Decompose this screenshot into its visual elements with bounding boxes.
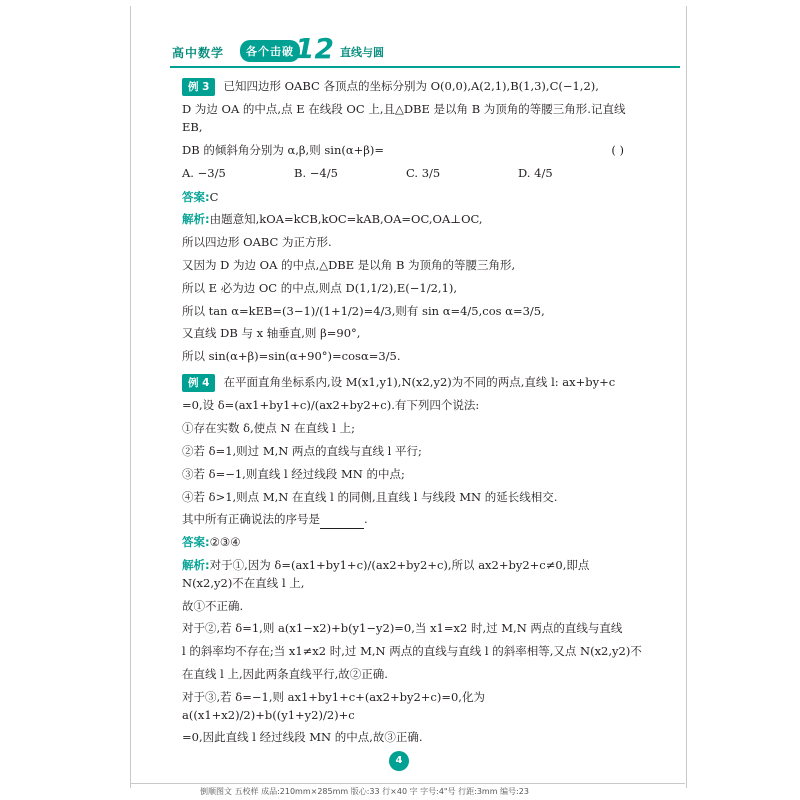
- page-number: 4: [389, 751, 409, 771]
- ex3-answer-label: 答案:: [182, 189, 210, 204]
- ex4-text-1: 在平面直角坐标系内,设 M(x1,y1),N(x2,y2)为不同的两点,直线 l: ax+by+c: [223, 375, 616, 390]
- ex3-choice-b: B. −4/5: [294, 165, 338, 180]
- ex4-solution-2: 故①不正确.: [182, 598, 244, 613]
- ex4-solution-6: 对于③,若 δ=−1,则 ax1+by1+c+(ax2+by2+c)=0,化为 a((x1+x2)/2)+b((y1+y2)/2)+c: [182, 689, 485, 722]
- ex3-solution-1: [182, 211, 642, 229]
- ex3-text-1: 已知四边形 OABC 各顶点的坐标分别为 O(0,0),A(2,1),B(1,3),C(−1,2),: [223, 79, 599, 93]
- ex4-line-2: =0,设 δ=(ax1+by1+c)/(ax2+by2+c).有下列四个说法:: [182, 398, 480, 413]
- ex3-solution-2: 所以四边形 OABC 为正方形.: [182, 235, 332, 250]
- print-footer: 倒顺图文 五校样 成品:210mm×285mm 版心:33 行×40 字 字号:4"号 行距:3mm 编号:23: [200, 787, 529, 796]
- page-header: [160, 34, 680, 68]
- ex3-line-3: [182, 142, 642, 160]
- ex3-solution-text-1: 由题意知,kOA=kCB,kOC=kAB,OA=OC,OA⊥OC,: [209, 212, 483, 227]
- ex3-bracket: ( ): [611, 142, 624, 157]
- header-divider: [170, 66, 680, 68]
- page-content: [182, 78, 642, 752]
- ex3-solution-6: 又直线 DB 与 x 轴垂直,则 β=90°,: [182, 326, 361, 341]
- ex3-solution-7: 所以 sin(α+β)=sin(α+90°)=cosα=3/5.: [182, 349, 401, 364]
- ex3-answer: [182, 189, 642, 207]
- ex4-item-3: ③若 δ=−1,则直线 l 经过线段 MN 的中点;: [182, 466, 405, 481]
- header-series-badge: 各个击破: [240, 40, 300, 62]
- ex3-solution-5: 所以 tan α=kEB=(3−1)/(1+1/2)=4/3,则有 sin α=4/5,cos α=3/5,: [182, 303, 545, 318]
- ex4-solution-5: 在直线 l 上,因此两条直线平行,故②正确.: [182, 667, 388, 682]
- ex3-choices: [182, 165, 642, 183]
- ex4-line-1: [182, 374, 642, 392]
- ex3-choice-a: A. −3/5: [182, 165, 226, 180]
- ex4-solution-7: =0,因此直线 l 经过线段 MN 的中点,故③正确.: [182, 730, 423, 745]
- ex3-answer-value: C: [209, 189, 219, 204]
- header-topic: 直线与圆: [340, 46, 384, 59]
- ex3-choice-c: C. 3/5: [406, 165, 441, 180]
- ex4-question-text: 其中所有正确说法的序号是: [182, 512, 320, 527]
- ex4-solution-1: [182, 557, 642, 593]
- ex4-solution-label: 解析:: [182, 557, 210, 572]
- answer-blank: [320, 516, 364, 529]
- ex3-text-3: DB 的倾斜角分别为 α,β,则 sin(α+β)=: [182, 142, 385, 157]
- ex4-tag: 例 4: [182, 374, 215, 392]
- ex4-item-4: ④若 δ>1,则点 M,N 在直线 l 的同侧,且直线 l 与线段 MN 的延长线相交.: [182, 489, 558, 504]
- ex3-solution-3: 又因为 D 为边 OA 的中点,△DBE 是以角 B 为顶角的等腰三角形,: [182, 257, 516, 272]
- ex3-choice-d: D. 4/5: [518, 165, 553, 180]
- ex3-solution-4: 所以 E 必为边 OC 的中点,则点 D(1,1/2),E(−1/2,1),: [182, 280, 458, 295]
- ex4-solution-text-1: 对于①,因为 δ=(ax1+by1+c)/(ax2+by2+c),所以 ax2+by2+c≠0,即点 N(x2,y2)不在直线 l 上,: [182, 557, 590, 590]
- ex3-solution-label: 解析:: [182, 212, 210, 227]
- ex3-line-2: D 为边 OA 的中点,点 E 在线段 OC 上,且△DBE 是以角 B 为顶角的等腰三角形.记直线 EB,: [182, 102, 626, 135]
- ex4-solution-4: l 的斜率均不存在;当 x1≠x2 时,过 M,N 两点的直线与直线 l 的斜率相等,又点 N(x2,y2)不: [182, 644, 642, 659]
- ex4-question: 其中所有正确说法的序号是 .: [182, 511, 642, 529]
- footer-divider: [130, 783, 685, 784]
- ex4-answer: [182, 534, 642, 552]
- ex4-answer-value: ②③④: [209, 535, 241, 550]
- header-title: 高中数学: [172, 46, 225, 60]
- ex4-item-2: ②若 δ=1,则过 M,N 两点的直线与直线 l 平行;: [182, 443, 422, 458]
- ex3-line-1: [182, 78, 642, 96]
- ex4-solution-3: 对于②,若 δ=1,则 a(x1−x2)+b(y1−y2)=0,当 x1=x2 时,过 M,N 两点的直线与直线: [182, 621, 623, 636]
- ex4-item-1: ①存在实数 δ,使点 N 在直线 l 上;: [182, 421, 355, 436]
- ex3-tag: 例 3: [182, 78, 215, 96]
- ex4-answer-label: 答案:: [182, 535, 210, 550]
- header-volume-number: 12: [295, 32, 334, 65]
